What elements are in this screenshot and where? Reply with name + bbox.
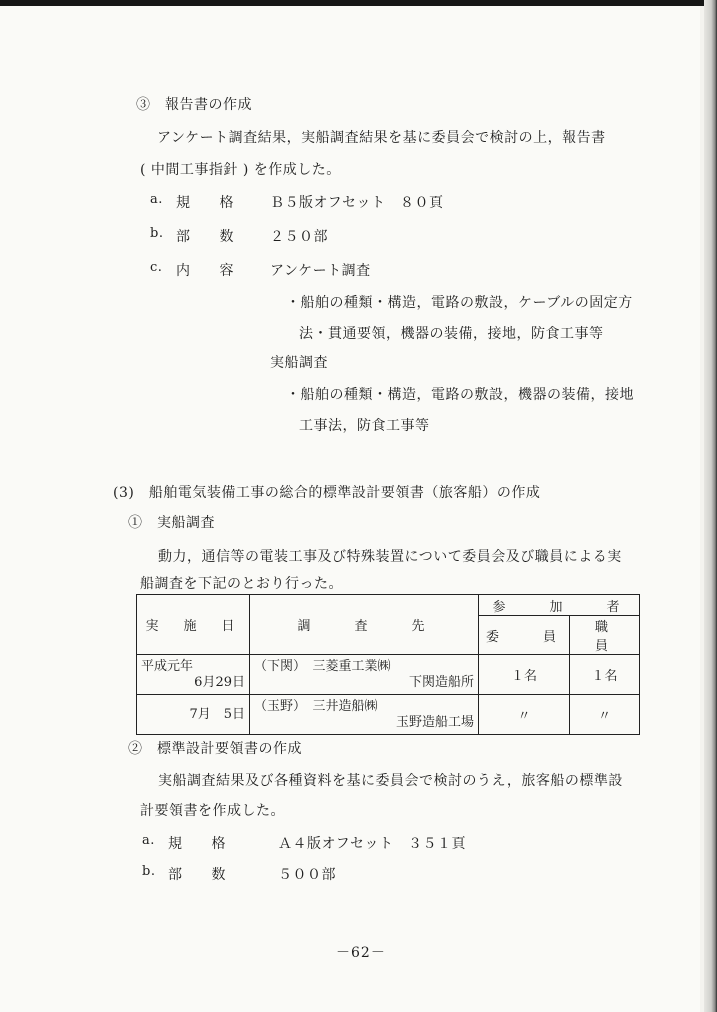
scan-binding-edge [704, 0, 717, 1012]
table-row [137, 695, 640, 735]
paragraph-line: 実船調査結果及び各種資料を基に委員会で検討のうえ，旅客船の標準設 [158, 773, 623, 789]
header-committee: 委 員 [479, 616, 570, 655]
row-date-year: 平成元年 [141, 658, 194, 674]
header-staff: 職 員 [570, 616, 640, 655]
row-staff: １名 [570, 655, 640, 695]
row-destination-site: 玉野造船工場 [395, 714, 474, 730]
subsection-heading: ② 標準設計要領書の作成 [128, 741, 302, 757]
spec-b-name: 部 数 [168, 867, 226, 883]
row-date-day: 7月 5日 [189, 706, 245, 722]
scan-top-edge [0, 0, 717, 6]
row-destination [250, 695, 479, 735]
spec-b-value: ２５０部 [270, 229, 328, 245]
content-subtitle: 実船調査 [270, 355, 328, 371]
content-line: 工事法，防食工事等 [299, 418, 430, 434]
row-date [137, 695, 250, 735]
content-line: 法・貫通要領，機器の装備，接地，防食工事等 [299, 326, 604, 342]
spec-b-value: ５００部 [278, 867, 336, 883]
row-destination-company: （玉野） 三井造船㈱ [254, 698, 378, 714]
spec-b-label: b. [142, 864, 156, 879]
spec-c-label: c. [150, 260, 163, 275]
row-date [137, 655, 250, 695]
table-header-row [137, 595, 640, 616]
spec-a-value: Ａ４版オフセット ３５１頁 [278, 836, 466, 852]
row-committee: １名 [479, 655, 570, 695]
content-line: ・船舶の種類・構造，電路の敷設，機器の装備，接地 [286, 387, 634, 403]
spec-a-value: Ｂ５版オフセット ８０頁 [270, 195, 444, 211]
spec-a-name: 規 格 [176, 195, 234, 211]
row-committee: 〃 [479, 695, 570, 735]
page-number: －62－ [336, 945, 386, 961]
spec-c-value: アンケート調査 [270, 263, 371, 279]
paragraph-line: 船調査を下記のとおり行った。 [140, 576, 343, 592]
row-destination-site: 下関造船所 [408, 674, 474, 690]
paragraph-line: 計要領書を作成した。 [140, 803, 285, 819]
header-date: 実 施 日 [137, 595, 250, 655]
spec-c-name: 内 容 [176, 263, 234, 279]
paragraph-line: アンケート調査結果，実船調査結果を基に委員会で検討の上，報告書 [157, 130, 606, 146]
spec-a-label: a. [142, 833, 155, 848]
survey-table [136, 594, 653, 735]
content-line: ・船舶の種類・構造，電路の敷設，ケーブルの固定方 [286, 295, 633, 311]
table-row [137, 655, 640, 695]
paragraph-line: ( 中間工事指針 ) を作成した。 [140, 162, 341, 178]
spec-b-label: b. [150, 226, 164, 241]
spec-a-label: a. [150, 192, 163, 207]
row-staff: 〃 [570, 695, 640, 735]
row-destination [250, 655, 479, 695]
spec-a-name: 規 格 [168, 836, 226, 852]
section-heading: ③ 報告書の作成 [136, 97, 252, 113]
spec-b-name: 部 数 [176, 229, 234, 245]
header-participants: 参 加 者 [479, 595, 640, 616]
subsection-heading: ① 実船調査 [128, 515, 215, 531]
row-destination-company: （下関） 三菱重工業㈱ [254, 658, 391, 674]
row-date-day: 6月29日 [194, 674, 245, 690]
header-destination: 調 査 先 [250, 595, 479, 655]
paragraph-line: 動力，通信等の電装工事及び特殊装置について委員会及び職員による実 [158, 549, 622, 565]
part-heading: (3) 船舶電気装備工事の総合的標準設計要領書（旅客船）の作成 [113, 485, 541, 501]
